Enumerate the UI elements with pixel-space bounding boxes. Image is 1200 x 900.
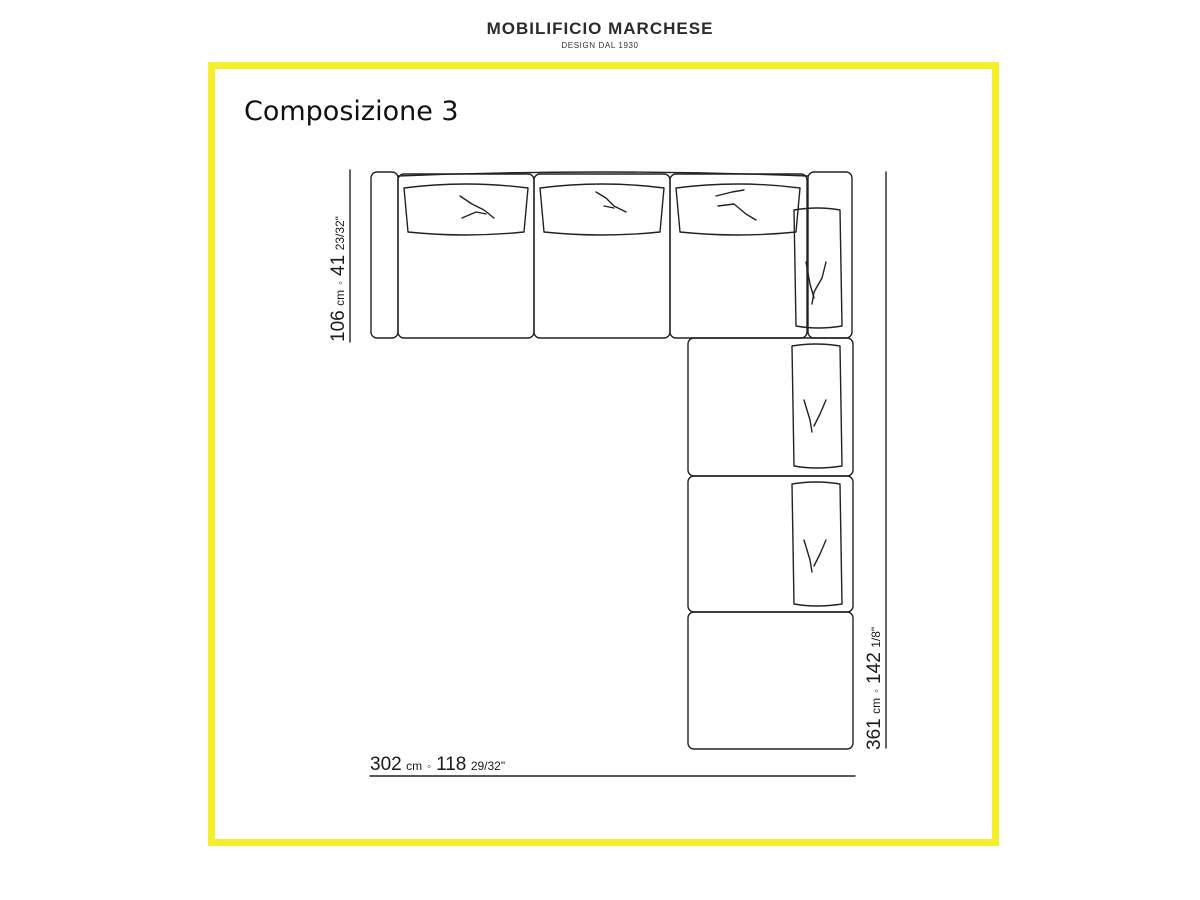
seat-right-3 (688, 612, 853, 749)
width-dimension-label: 302 cm ◦ 118 29/32" (370, 754, 506, 775)
back-cushion-2 (540, 184, 664, 235)
wrinkle-1b (462, 212, 486, 218)
brand-name: MOBILIFICIO MARCHESE (486, 19, 714, 38)
composition-title: Composizione 3 (244, 96, 459, 127)
seat-right-1 (688, 338, 853, 476)
length-dimension-label: 361 cm◦142 1/8" (864, 626, 885, 750)
side-cushion-3 (792, 482, 842, 606)
side-cushion-1 (794, 208, 842, 328)
seat-top-3 (670, 174, 807, 338)
brand-tagline: DESIGN DAL 1930 (561, 41, 639, 50)
wrinkle-6 (804, 540, 812, 572)
wrinkle-1 (460, 196, 494, 218)
seat-top-2 (534, 174, 670, 338)
depth-dimension-label: 106 cm◦41 23/32" (328, 216, 349, 342)
wrinkle-2b (604, 206, 614, 208)
wrinkle-5 (804, 400, 812, 432)
seat-top-1 (398, 174, 534, 338)
wrinkle-5b (814, 400, 826, 426)
wrinkle-3b (718, 204, 756, 220)
wrinkle-2 (596, 192, 626, 212)
wrinkle-3 (716, 190, 744, 196)
back-cushion-1 (404, 184, 528, 235)
wrinkle-6b (814, 540, 826, 566)
left-armrest (371, 172, 398, 338)
right-backrest-top (808, 172, 852, 338)
seat-right-2 (688, 476, 853, 612)
side-cushion-2 (792, 344, 842, 468)
